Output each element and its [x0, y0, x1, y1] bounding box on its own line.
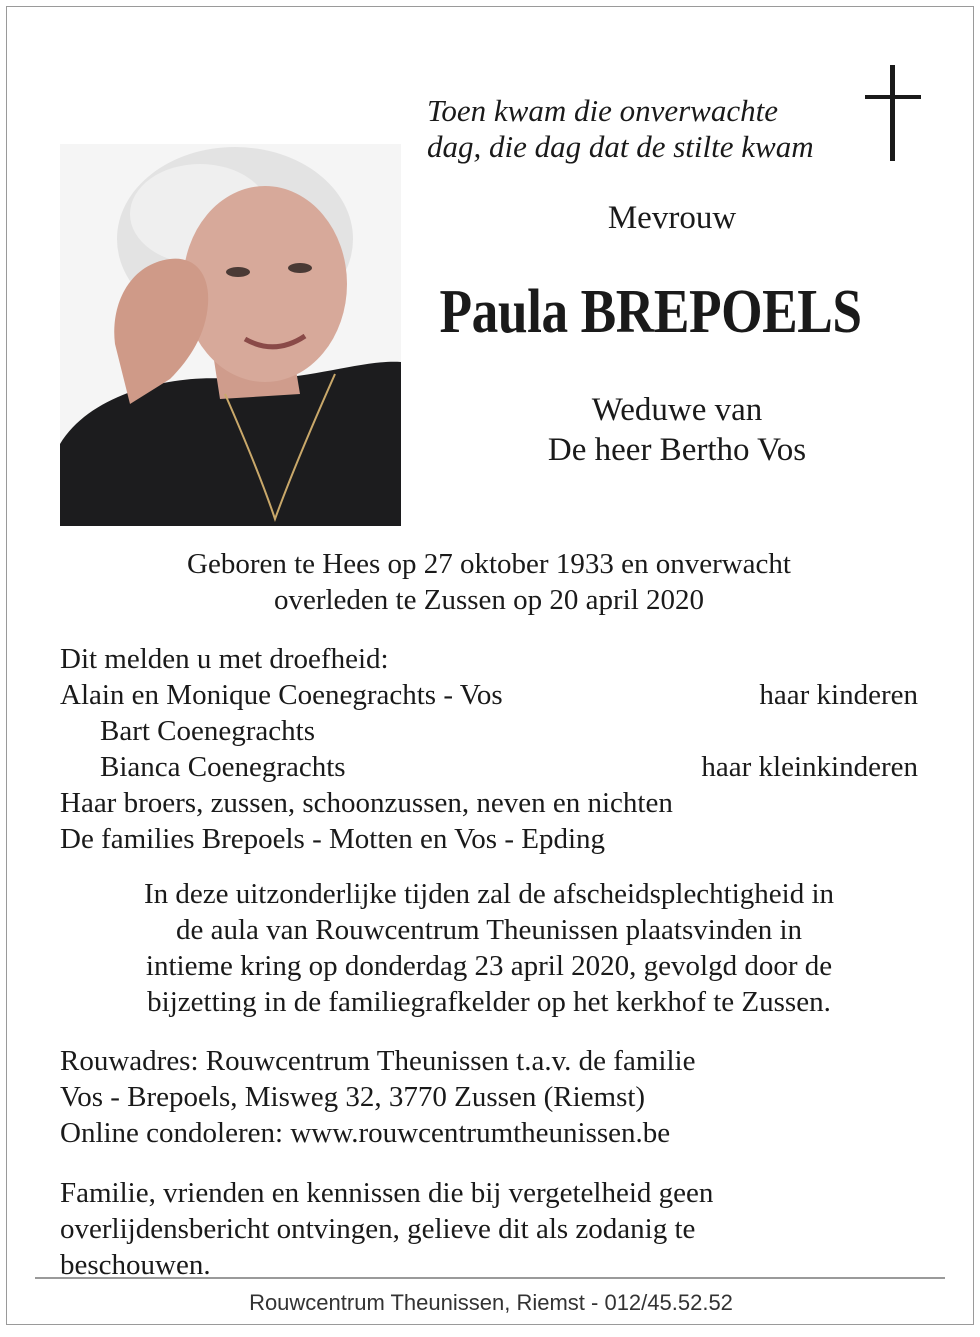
- funeral-home-footer: Rouwcentrum Theunissen, Riemst - 012/45.52.52: [249, 1290, 733, 1315]
- motto-line-1: Toen kwam die onverwachte: [427, 93, 778, 128]
- footer-divider: [35, 1277, 945, 1279]
- ceremony-line-2: de aula van Rouwcentrum Theunissen plaatsvinden in: [175, 914, 803, 946]
- mourner-row: [60, 713, 918, 749]
- motto-line-2: dag, die dag dat de stilte kwam: [427, 129, 814, 164]
- closing-line-2: overlijdensbericht ontvingen, gelieve dit als zodanig te: [60, 1213, 696, 1245]
- mourner-name: Bianca Coenegrachts: [100, 751, 346, 783]
- address-line-2: Vos - Brepoels, Misweg 32, 3770 Zussen (Riemst): [60, 1081, 646, 1113]
- mourners-intro: Dit melden u met droefheid:: [60, 643, 389, 675]
- ceremony-info: [60, 876, 918, 1020]
- mourner-row: [60, 821, 918, 857]
- honorific: Mevrouw: [607, 200, 737, 236]
- mourning-address: [60, 1043, 918, 1151]
- mourner-row: [60, 785, 918, 821]
- portrait-photo: [60, 144, 401, 526]
- mourner-role: haar kleinkinderen: [701, 751, 918, 783]
- widow-line-2: De heer Bertho Vos: [547, 432, 807, 468]
- deceased-name: Paula BREPOELS: [439, 278, 862, 346]
- address-line-1: Rouwadres: Rouwcentrum Theunissen t.a.v. de familie: [60, 1045, 696, 1077]
- mourner-row: [60, 749, 918, 785]
- mourner-row: [60, 677, 918, 713]
- mourner-name: Bart Coenegrachts: [100, 715, 316, 747]
- widow-of: [427, 390, 927, 470]
- condolence-link[interactable]: Online condoleren: www.rouwcentrumtheunissen.be: [60, 1117, 671, 1149]
- closing-line-1: Familie, vrienden en kennissen die bij vergetelheid geen: [60, 1177, 714, 1209]
- ceremony-line-1: In deze uitzonderlijke tijden zal de afscheidsplechtigheid in: [143, 878, 835, 910]
- closing-line-3: beschouwen.: [60, 1249, 211, 1281]
- mourner-name: Haar broers, zussen, schoonzussen, neven en nichten: [60, 787, 673, 819]
- mourner-role: haar kinderen: [759, 679, 918, 711]
- mourner-name: Alain en Monique Coenegrachts - Vos: [60, 679, 503, 711]
- birth-death-info: [60, 546, 918, 618]
- mourners-list: [60, 641, 918, 857]
- born-line-1: Geboren te Hees op 27 oktober 1933 en onverwacht: [187, 548, 791, 580]
- motto: [427, 93, 814, 165]
- obituary-card: [6, 6, 974, 1325]
- widow-line-1: Weduwe van: [591, 392, 763, 428]
- mourner-name: De families Brepoels - Motten en Vos - Epding: [60, 823, 606, 855]
- cross-icon: [865, 65, 921, 161]
- ceremony-line-4: bijzetting in de familiegrafkelder op het kerkhof te Zussen.: [147, 986, 831, 1018]
- born-line-2: overleden te Zussen op 20 april 2020: [273, 584, 705, 616]
- closing-note: [60, 1175, 918, 1283]
- ceremony-line-3: intieme kring op donderdag 23 april 2020, gevolgd door de: [145, 950, 833, 982]
